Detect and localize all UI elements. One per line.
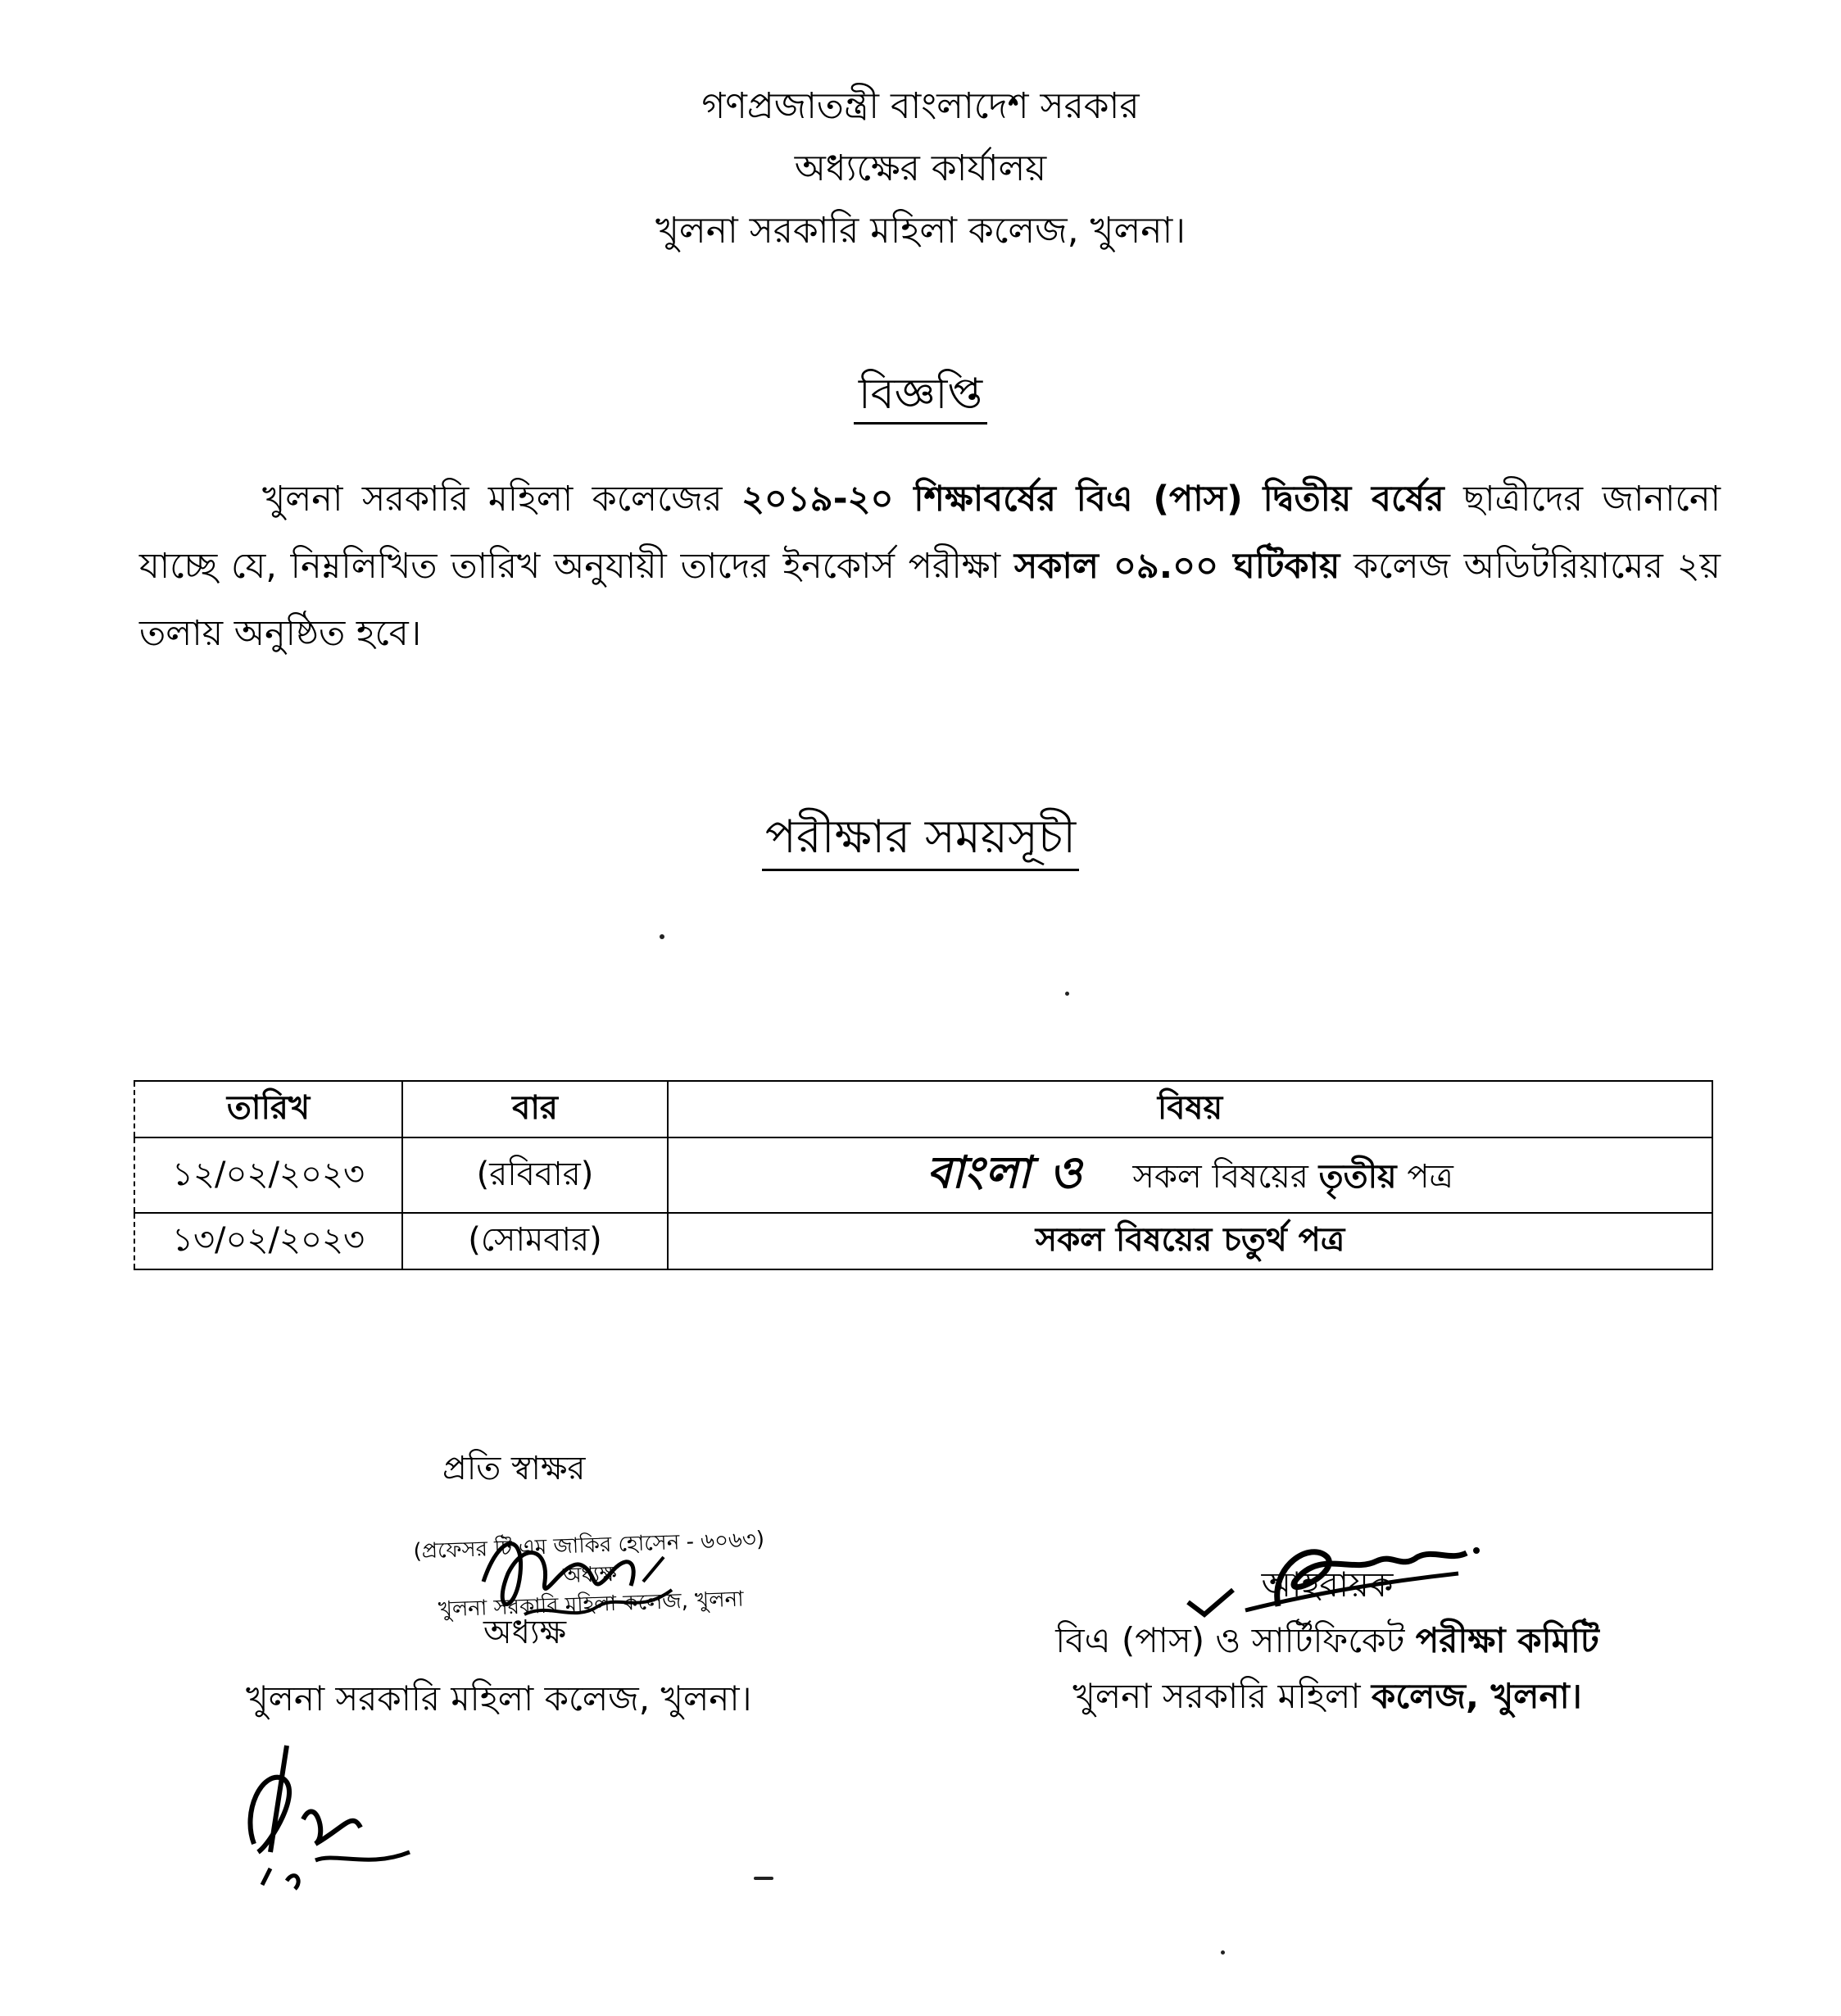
schedule-title [0,801,1841,879]
notice-text-2: ছাত্রীদের জানানো যাচ্ছে যে, নিম্নলিখিত তারিখ অনুযায়ী তাদের ইনকোর্স পরীক্ষা [139,479,1721,587]
notice-text-3: কলেজ অডিটরিয়ামের ২য় তলায় অনুষ্ঠিত হবে। [139,546,1721,654]
header-day: বার [402,1081,668,1137]
scan-speck [660,934,664,939]
row-day: (সোমবার) [402,1213,668,1269]
row-day: (রবিবার) [402,1137,668,1213]
table-header-row [134,1081,1712,1137]
table-row [134,1137,1712,1213]
college-bold: কলেজ, খুলনা। [1371,1676,1582,1716]
office-name: অধ্যক্ষের কার্যালয় [794,148,1047,189]
stamp-initials [238,1729,467,1893]
scan-speck [1221,1950,1225,1955]
notice-title-text: বিজ্ঞপ্তি [854,370,987,425]
letterhead [0,75,1841,262]
convener-college [1008,1669,1647,1724]
scan-speck [1065,992,1069,996]
notice-text-1: খুলনা সরকারি মহিলা কলেজের [262,479,741,520]
college-text: খুলনা সরকারি মহিলা [1072,1676,1372,1716]
subject-paper-bold: চতুর্থ [1223,1221,1287,1259]
government-name: গণপ্রজাতন্ত্রী বাংলাদেশ সরকার [701,85,1140,127]
subject-suffix: পত্র [1396,1158,1453,1196]
notice-paragraph [139,465,1721,667]
counter-sign-label: প্রতি স্বাক্ষর [442,1450,586,1487]
notice-title [0,361,1841,432]
subject-paper-bold: তৃতীয় [1318,1158,1397,1196]
convener-role: আহবায়ক [1261,1564,1394,1605]
subject-suffix: পত্র [1286,1221,1345,1259]
stamp-name: (প্রফেসর টি এম জাকির হোসেন - ৬০৬৩) [413,1527,765,1564]
row-date: ১৩/০২/২০২৩ [134,1213,402,1269]
principal-stamp [375,1523,804,1627]
notice-session-bold: ২০১৯-২০ শিক্ষাবর্ষের বিএ (পাস) দ্বিতীয় বর্ষের [741,479,1444,520]
handwritten-note: বাংলা ও [927,1146,1084,1198]
header-subject: বিষয় [668,1081,1712,1137]
principal-college: খুলনা সরকারি মহিলা কলেজ, খুলনা। [246,1678,752,1719]
notice-time-bold: সকাল ০৯.০০ ঘটিকায় [1013,546,1340,587]
college-name: খুলনা সরকারি মহিলা কলেজ, খুলনা। [655,210,1186,252]
stamp-role: অধ্যক্ষ [562,1561,618,1589]
scan-speck [754,1877,773,1880]
principal-role: অধ্যক্ষ [483,1614,567,1651]
row-subject [668,1213,1712,1269]
committee-bold: পরীক্ষা কমিটি [1415,1620,1599,1660]
header-date: তারিখ [134,1081,402,1137]
convener-signature [1188,1524,1499,1631]
exam-schedule-table [134,1080,1713,1270]
stamp-college: খুলনা সরকারি মহিলা কলেজ, খুলনা [438,1587,745,1623]
row-subject [668,1137,1712,1213]
table-row [134,1213,1712,1269]
subject-text: সকল বিষয়ের [1132,1158,1319,1196]
committee-text: বিএ (পাস) ও সার্টিফিকেট [1055,1620,1416,1660]
subject-text: সকল বিষয়ের [1035,1221,1224,1259]
schedule-title-text: পরীক্ষার সময়সূচী [762,810,1079,871]
row-date: ১২/০২/২০২৩ [134,1137,402,1213]
